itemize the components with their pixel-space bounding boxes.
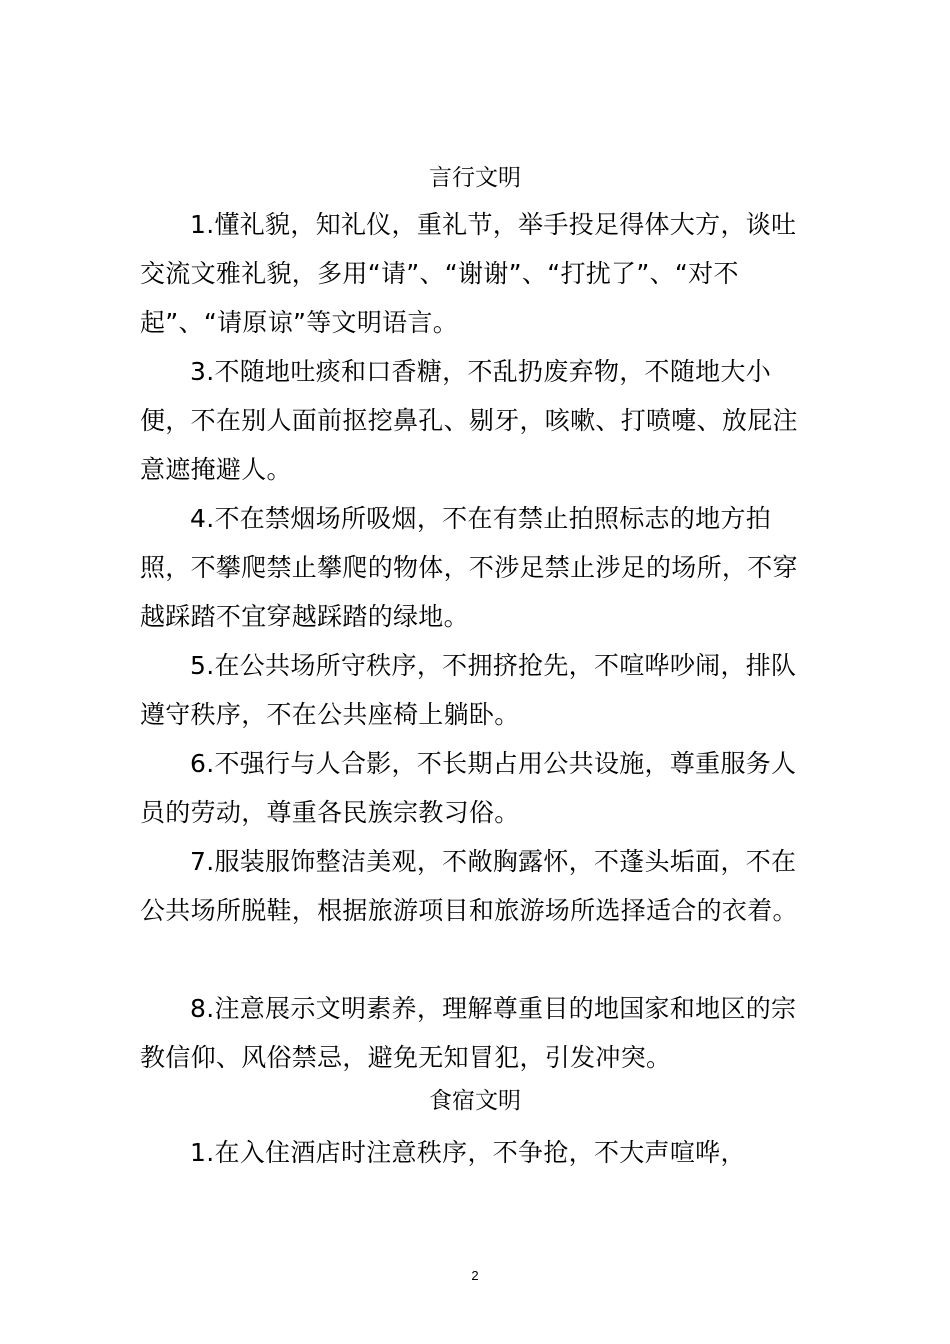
paragraph-item-3: 3.不随地吐痰和口香糖，不乱扔废弃物，不随地大小便，不在别人面前抠挖鼻孔、剔牙，咳嗽、打喷嚏、放屁注意遮掩避人。 [140, 357, 798, 484]
page-number: 2 [471, 1268, 479, 1283]
paragraph-item-8: 8.注意展示文明素养，理解尊重目的地国家和地区的宗教信仰、风俗禁忌，避免无知冒犯，引发冲突。 [140, 994, 797, 1072]
paragraph-item-lodging-1: 1.在入住酒店时注意秩序，不争抢，不大声喧哗， [190, 1138, 746, 1167]
paragraph-item-1: 1.懂礼貌，知礼仪，重礼节，举手投足得体大方，谈吐交流文雅礼貌，多用“请”、“谢谢”、“打扰了”、“对不起”、“请原谅”等文明语言。 [140, 210, 797, 337]
paragraph-item-7: 7.服装服饰整洁美观，不敞胸露怀，不蓬头垢面，不在公共场所脱鞋，根据旅游项目和旅游场所选择适合的衣着。 [140, 847, 798, 925]
paragraph-item-5: 5.在公共场所守秩序，不拥挤抢先，不喧哗吵闹，排队遵守秩序，不在公共座椅上躺卧。 [140, 651, 797, 729]
paragraph-item-6: 6.不强行与人合影，不长期占用公共设施，尊重服务人员的劳动，尊重各民族宗教习俗。 [140, 749, 797, 827]
section-heading-speech-conduct: 言行文明 [429, 165, 521, 191]
section-heading-dining-lodging: 食宿文明 [429, 1088, 521, 1114]
paragraph-item-4: 4.不在禁烟场所吸烟，不在有禁止拍照标志的地方拍照，不攀爬禁止攀爬的物体，不涉足禁止涉足的场所，不穿越踩踏不宜穿越踩踏的绿地。 [140, 504, 798, 631]
